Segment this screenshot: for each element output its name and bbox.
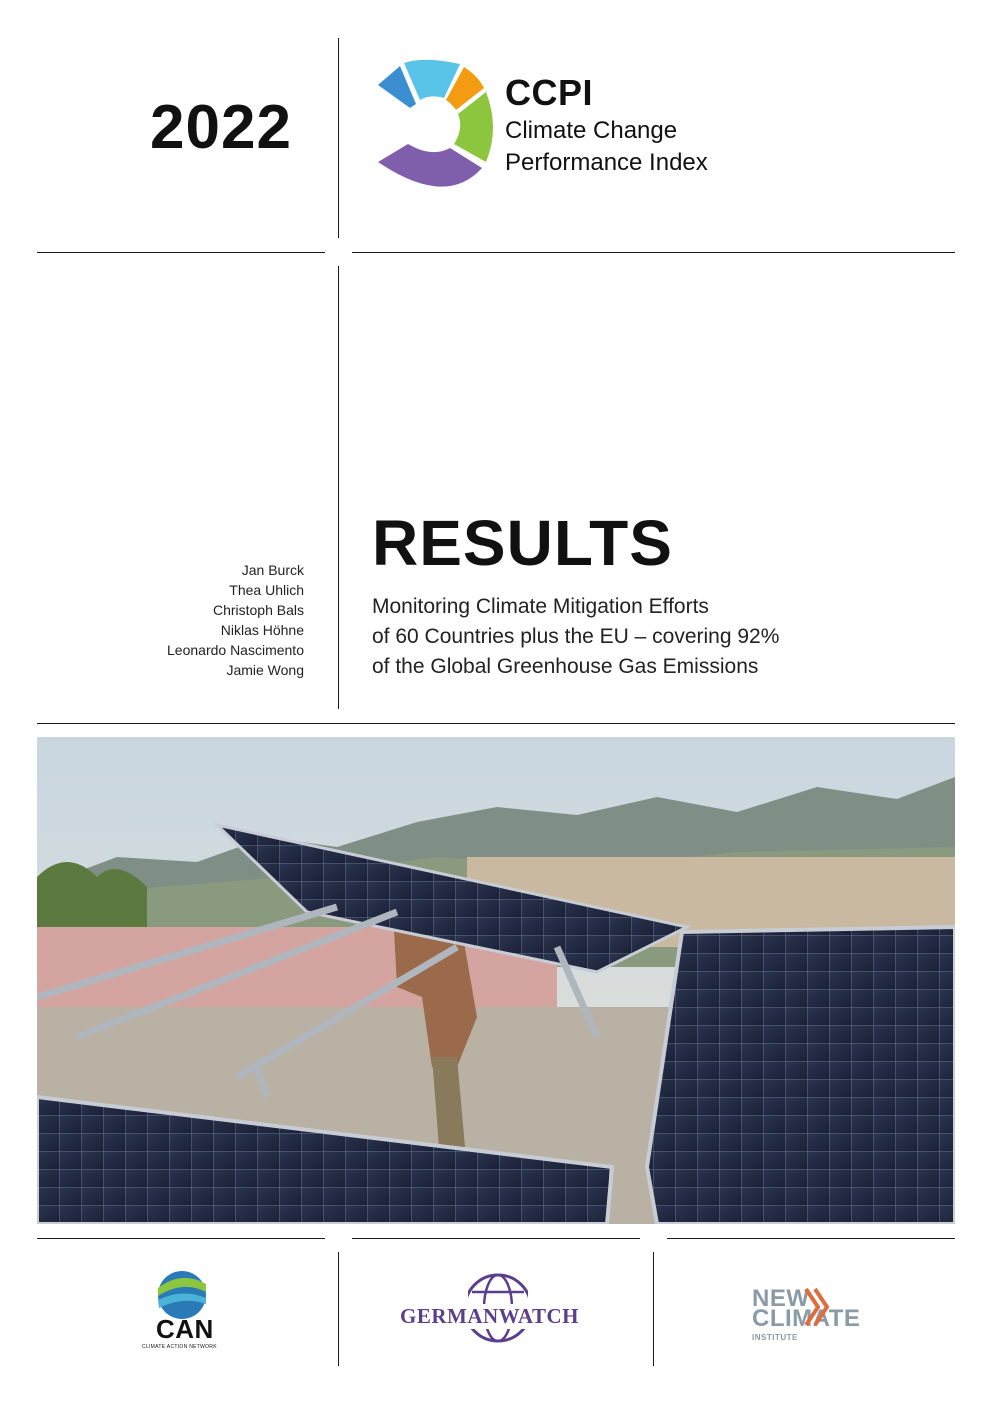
subtitle-line: of 60 Countries plus the EU – covering 92% <box>372 625 780 648</box>
divider-vertical-bottom-2 <box>653 1252 654 1366</box>
newclimate-institute: INSTITUTE <box>752 1333 798 1342</box>
author: Leonardo Nascimento <box>167 642 304 658</box>
right-panel <box>647 927 955 1224</box>
author: Niklas Höhne <box>220 622 304 638</box>
divider-horizontal-3-right <box>667 1238 955 1239</box>
ccpi-logo-short: CCPI <box>505 72 594 113</box>
divider-horizontal-2 <box>37 723 955 724</box>
ccpi-logo-line1: Climate Change <box>505 117 678 144</box>
author: Jamie Wong <box>226 662 304 678</box>
divider-vertical-top <box>338 38 339 238</box>
chevron-right-icon <box>804 1287 830 1327</box>
author: Jan Burck <box>241 562 304 578</box>
author-list <box>167 560 304 680</box>
newclimate-line1: NEW <box>752 1285 810 1312</box>
can-logo-text: CAN <box>156 1314 214 1344</box>
author: Thea Uhlich <box>229 582 304 598</box>
can-logo-tagline: CLIMATE ACTION NETWORK <box>142 1344 217 1350</box>
germanwatch-logo-text: GERMANWATCH <box>400 1304 579 1328</box>
ccpi-ring-logo <box>374 58 496 192</box>
cover-photo-solar-panels <box>37 737 955 1224</box>
divider-horizontal-3-middle <box>352 1238 640 1239</box>
subtitle-line: Monitoring Climate Mitigation Efforts <box>372 595 709 618</box>
solar-rooftop-illustration <box>37 737 955 1224</box>
divider-horizontal-1-right <box>352 252 955 253</box>
divider-vertical-middle <box>338 266 339 709</box>
germanwatch-logo <box>398 1272 598 1344</box>
cover-title: RESULTS <box>372 507 673 579</box>
newclimate-line2: CLIMATE <box>752 1305 861 1332</box>
divider-horizontal-3-left <box>37 1238 325 1239</box>
divider-horizontal-1-left <box>37 252 325 253</box>
cover-subtitle <box>372 592 779 682</box>
ccpi-logo-line2: Performance Index <box>505 149 708 176</box>
can-logo <box>140 1270 230 1350</box>
divider-vertical-bottom-1 <box>338 1252 339 1366</box>
globe-icon <box>153 1270 211 1320</box>
author: Christoph Bals <box>212 602 304 618</box>
subtitle-line: of the Global Greenhouse Gas Emissions <box>372 655 759 678</box>
cover-year: 2022 <box>150 93 292 162</box>
newclimate-logo <box>752 1285 882 1345</box>
